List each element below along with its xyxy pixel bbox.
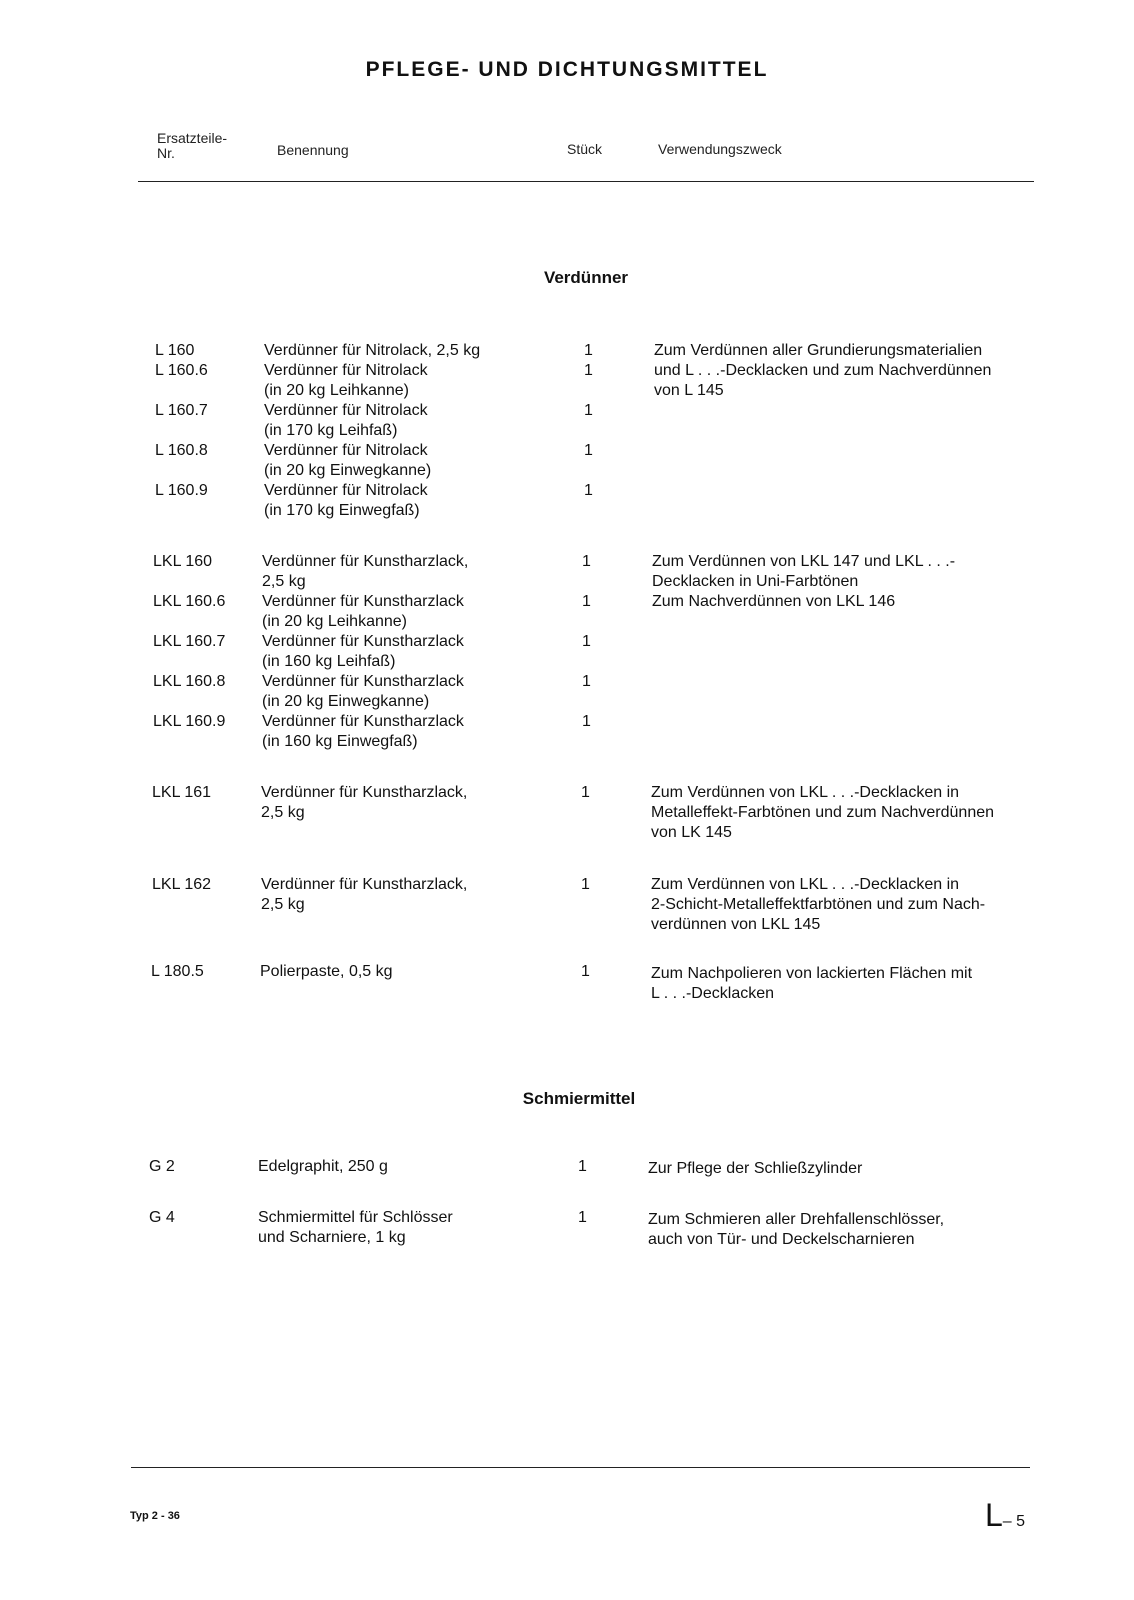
part-qty: 1: [578, 1209, 587, 1226]
part-name: Verdünner für Kunstharzlack (in 20 kg Einwegkanne): [262, 673, 464, 710]
part-qty: 1: [582, 713, 591, 730]
part-name: Verdünner für Nitrolack (in 20 kg Einwegkanne): [264, 442, 432, 479]
part-qty: 1: [582, 553, 591, 570]
header-divider: [138, 181, 1034, 182]
part-code: L 160.7: [155, 402, 208, 419]
part-qty: 1: [581, 784, 590, 801]
footer-divider: [131, 1467, 1030, 1468]
part-name: Verdünner für Kunstharzlack (in 160 kg Einwegfaß): [262, 713, 464, 750]
part-use: Zum Verdünnen von LKL 147 und LKL . . .- Decklacken in Uni-Farbtönen: [652, 553, 956, 590]
part-name: Polierpaste, 0,5 kg: [260, 963, 393, 980]
part-code: L 160: [155, 342, 195, 359]
part-name: Edelgraphit, 250 g: [258, 1158, 388, 1175]
part-use: Zum Nachverdünnen von LKL 146: [652, 593, 896, 610]
part-name: Schmiermittel für Schlösser und Scharniere, 1 kg: [258, 1209, 453, 1246]
part-code: LKL 160.8: [153, 673, 226, 690]
section-lubricants: Schmiermittel: [522, 1089, 636, 1108]
header-part-no: [157, 131, 227, 161]
part-name: Verdünner für Nitrolack (in 170 kg Einwegfaß): [264, 482, 428, 519]
part-code: G 2: [149, 1158, 175, 1175]
page-number-value: – 5: [1002, 1513, 1026, 1530]
part-code: L 160.6: [155, 362, 208, 379]
part-qty: 1: [582, 673, 591, 690]
part-use: und L . . .-Decklacken und zum Nachverdünnen von L 145: [654, 362, 992, 399]
part-qty: 1: [584, 362, 593, 379]
part-name: Verdünner für Kunstharzlack, 2,5 kg: [261, 784, 468, 821]
part-use: Zur Pflege der Schließzylinder: [648, 1160, 863, 1177]
header-part-no-line2: Nr.: [157, 145, 175, 161]
part-code: LKL 160.6: [153, 593, 226, 610]
part-code: G 4: [149, 1209, 175, 1226]
part-qty: 1: [584, 342, 593, 359]
part-use: Zum Verdünnen aller Grundierungsmaterialien: [654, 342, 983, 359]
part-name: Verdünner für Kunstharzlack (in 160 kg Leihfaß): [262, 633, 464, 670]
part-code: LKL 160: [153, 553, 213, 570]
part-name: Verdünner für Nitrolack (in 20 kg Leihkanne): [264, 362, 428, 399]
part-use: Zum Schmieren aller Drehfallenschlösser, auch von Tür- und Deckelscharnieren: [648, 1211, 945, 1248]
part-use: Zum Nachpolieren von lackierten Flächen mit L . . .-Decklacken: [651, 965, 973, 1002]
part-qty: 1: [584, 402, 593, 419]
part-use: Zum Verdünnen von LKL . . .-Decklacken in 2-Schicht-Metalleffektfarbtönen und zum Nach- verdünnen von LKL 145: [651, 876, 986, 933]
part-code: LKL 160.9: [153, 713, 226, 730]
page-letter: L: [985, 1497, 1003, 1533]
part-qty: 1: [582, 633, 591, 650]
part-qty: 1: [578, 1158, 587, 1175]
part-name: Verdünner für Kunstharzlack (in 20 kg Leihkanne): [262, 593, 464, 630]
part-code: LKL 160.7: [153, 633, 226, 650]
part-name: Verdünner für Kunstharzlack, 2,5 kg: [262, 553, 469, 590]
part-code: L 180.5: [151, 963, 204, 980]
part-use: Zum Verdünnen von LKL . . .-Decklacken in Metalleffekt-Farbtönen und zum Nachverdünnen von LK 145: [651, 784, 995, 841]
part-name: Verdünner für Nitrolack (in 170 kg Leihfaß): [264, 402, 428, 439]
header-part-no-line1: Ersatzteile-: [157, 130, 228, 146]
footer-model: Typ 2 - 36: [130, 1510, 180, 1522]
part-qty: 1: [584, 442, 593, 459]
part-qty: 1: [581, 876, 590, 893]
part-qty: 1: [584, 482, 593, 499]
section-thinners: Verdünner: [543, 268, 629, 287]
page-number: [985, 1497, 1025, 1534]
part-code: LKL 162: [152, 876, 212, 893]
part-qty: 1: [582, 593, 591, 610]
page-title: PFLEGE- UND DICHTUNGSMITTEL: [365, 58, 769, 81]
header-qty: Stück: [567, 141, 603, 157]
header-purpose: Verwendungszweck: [658, 141, 782, 157]
part-code: LKL 161: [152, 784, 212, 801]
part-name: Verdünner für Nitrolack, 2,5 kg: [264, 342, 481, 359]
part-qty: 1: [581, 963, 590, 980]
part-name: Verdünner für Kunstharzlack, 2,5 kg: [261, 876, 468, 913]
part-code: L 160.8: [155, 442, 208, 459]
part-code: L 160.9: [155, 482, 208, 499]
header-name: Benennung: [277, 142, 349, 158]
